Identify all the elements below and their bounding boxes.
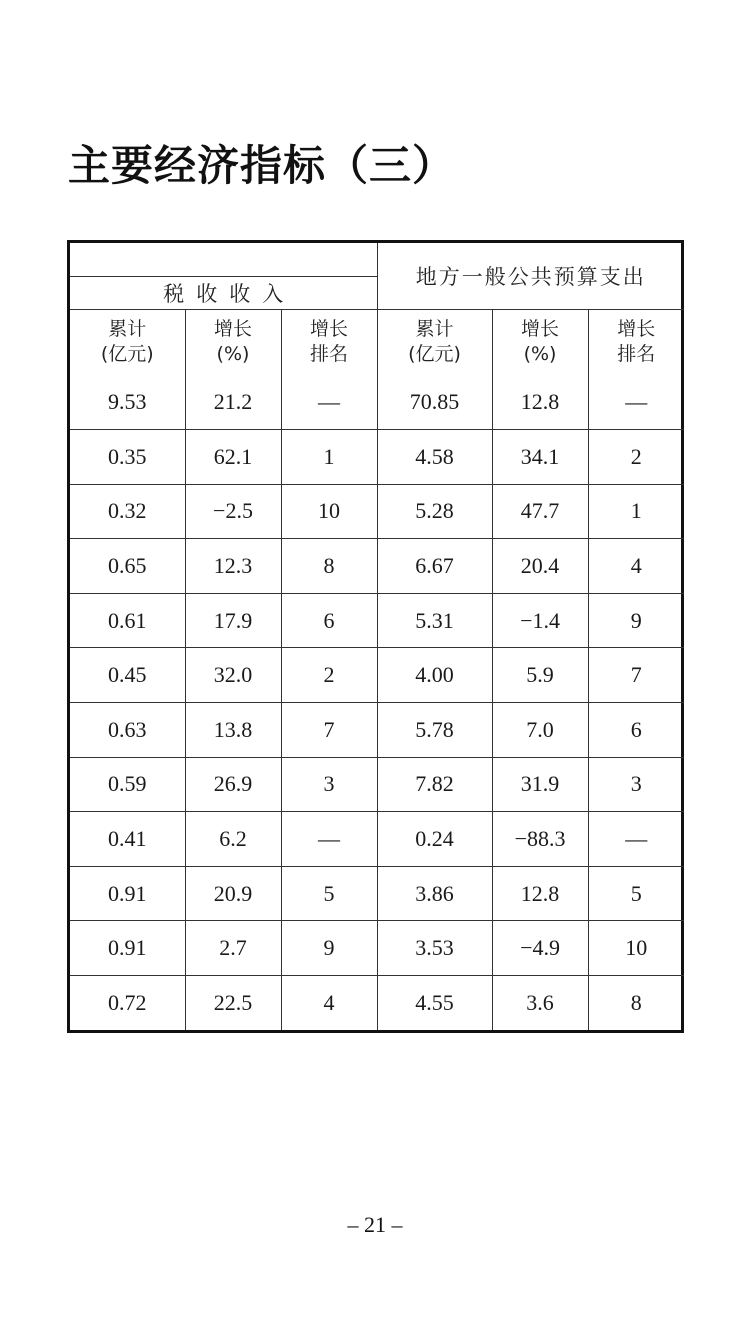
column-header-line1: 累计 [108, 318, 147, 341]
table-cell: 70.85 [377, 375, 492, 430]
column-header-line2: (%) [216, 343, 250, 366]
page-number: – 21 – [347, 1212, 403, 1237]
table-cell: 7.0 [492, 703, 588, 758]
table-cell: 0.72 [70, 976, 185, 1031]
table-cell: −2.5 [185, 484, 281, 539]
table-cell: 7.82 [377, 757, 492, 812]
table-cell: 0.61 [70, 593, 185, 648]
column-header-line2: 排名 [617, 343, 656, 366]
table-cell: 10 [588, 921, 684, 976]
table-row [70, 484, 684, 539]
table-cell: 8 [281, 539, 377, 594]
table-cell: 26.9 [185, 757, 281, 812]
table-cell: 17.9 [185, 593, 281, 648]
table-cell: 0.35 [70, 430, 185, 485]
indicators-grid [70, 243, 684, 1030]
column-header [492, 309, 588, 375]
table-cell: 10 [281, 484, 377, 539]
table-cell: 0.59 [70, 757, 185, 812]
table-row [70, 976, 684, 1031]
table-row [70, 866, 684, 921]
table-cell: 5.9 [492, 648, 588, 703]
table-cell: 3.86 [377, 866, 492, 921]
table-cell: 1 [588, 484, 684, 539]
table-cell: 9.53 [70, 375, 185, 430]
table-cell: 31.9 [492, 757, 588, 812]
table-cell: 9 [588, 593, 684, 648]
table-row [70, 430, 684, 485]
table-cell: 9 [281, 921, 377, 976]
table-row [70, 812, 684, 867]
table-cell: 6 [281, 593, 377, 648]
table-cell: 2.7 [185, 921, 281, 976]
table-cell: 3 [588, 757, 684, 812]
table-cell: 6 [588, 703, 684, 758]
table-cell: −88.3 [492, 812, 588, 867]
table-cell: 47.7 [492, 484, 588, 539]
column-header-line1: 增长 [617, 318, 656, 341]
table-cell: 4 [281, 976, 377, 1031]
table-cell: 5 [281, 866, 377, 921]
table-cell: 0.45 [70, 648, 185, 703]
table-cell: 0.24 [377, 812, 492, 867]
column-header-line1: 增长 [213, 318, 252, 341]
table-cell: 0.41 [70, 812, 185, 867]
local-expenditure-header: 地方一般公共预算支出 [377, 243, 684, 309]
table-cell: 34.1 [492, 430, 588, 485]
table-row [70, 921, 684, 976]
header-row-columns [70, 309, 684, 375]
table-row [70, 648, 684, 703]
column-header-line2: (%) [523, 343, 557, 366]
table-cell: — [281, 812, 377, 867]
economic-indicators-table [67, 240, 684, 1033]
table-cell: 4.55 [377, 976, 492, 1031]
table-cell: 4.58 [377, 430, 492, 485]
table-row [70, 703, 684, 758]
header-row-top [70, 243, 684, 276]
page-title: 主要经济指标（三） [68, 141, 456, 190]
table-row [70, 539, 684, 594]
table-row [70, 593, 684, 648]
column-header-line1: 增长 [310, 318, 349, 341]
table-cell: — [588, 812, 684, 867]
column-header-line1: 增长 [521, 318, 560, 341]
table-cell: 12.3 [185, 539, 281, 594]
table-cell: 62.1 [185, 430, 281, 485]
table-row [70, 375, 684, 430]
table-cell: 2 [281, 648, 377, 703]
table-cell: 5 [588, 866, 684, 921]
table-cell: 0.91 [70, 921, 185, 976]
table-cell: 20.4 [492, 539, 588, 594]
column-header-line1: 累计 [415, 318, 454, 341]
column-header [185, 309, 281, 375]
table-cell: 13.8 [185, 703, 281, 758]
column-header-line2: (亿元) [100, 343, 154, 366]
table-cell: 32.0 [185, 648, 281, 703]
table-cell: 4.00 [377, 648, 492, 703]
column-header-line2: 排名 [310, 343, 349, 366]
table-cell: 3 [281, 757, 377, 812]
table-row [70, 757, 684, 812]
column-header-line2: (亿元) [408, 343, 461, 366]
tax-header-blank-cell [70, 243, 377, 276]
table-cell: 0.63 [70, 703, 185, 758]
column-header [588, 309, 684, 375]
tax-revenue-header: 税收收入 [70, 276, 377, 309]
column-header [281, 309, 377, 375]
table-cell: 5.28 [377, 484, 492, 539]
table-cell: −4.9 [492, 921, 588, 976]
table-cell: 6.67 [377, 539, 492, 594]
table-cell: 4 [588, 539, 684, 594]
table-cell: — [588, 375, 684, 430]
table-cell: 6.2 [185, 812, 281, 867]
table-cell: 21.2 [185, 375, 281, 430]
table-cell: 0.65 [70, 539, 185, 594]
table-cell: −1.4 [492, 593, 588, 648]
table-body [70, 375, 684, 1030]
table-cell: 0.32 [70, 484, 185, 539]
column-header [377, 309, 492, 375]
table-cell: — [281, 375, 377, 430]
table-cell: 7 [588, 648, 684, 703]
table-cell: 8 [588, 976, 684, 1031]
table-cell: 3.6 [492, 976, 588, 1031]
table-cell: 7 [281, 703, 377, 758]
table-cell: 3.53 [377, 921, 492, 976]
table-cell: 0.91 [70, 866, 185, 921]
table-cell: 5.78 [377, 703, 492, 758]
table-cell: 2 [588, 430, 684, 485]
table-cell: 1 [281, 430, 377, 485]
table-cell: 5.31 [377, 593, 492, 648]
table-cell: 22.5 [185, 976, 281, 1031]
column-header [70, 309, 185, 375]
table-cell: 12.8 [492, 866, 588, 921]
table-cell: 12.8 [492, 375, 588, 430]
table-cell: 20.9 [185, 866, 281, 921]
